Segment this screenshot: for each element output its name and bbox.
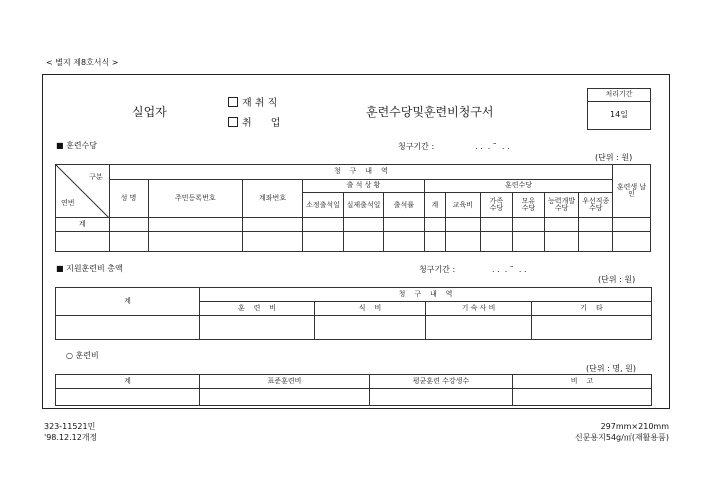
dorm-fee-header: 기 숙 사 비 (426, 302, 532, 316)
table-cell[interactable] (544, 232, 579, 252)
table-cell[interactable] (513, 389, 652, 406)
total-header: 계 (56, 288, 200, 316)
priority-allowance-header: 우선직종 수당 (579, 193, 613, 218)
section1-period-label: 청구기간 : (398, 142, 435, 151)
gubun-yeonbeon-cell (56, 165, 110, 218)
section1-heading: ■ 훈련수당 (56, 141, 98, 150)
table-cell[interactable] (445, 232, 480, 252)
table-cell[interactable] (370, 389, 513, 406)
meal-fee-header: 식 비 (315, 302, 426, 316)
standard-fee-header: 표준훈련비 (200, 375, 370, 389)
table-cell[interactable] (243, 232, 303, 252)
form-number: 323-11521민 (44, 422, 96, 431)
table-cell[interactable] (148, 232, 243, 252)
processing-period-box (587, 88, 651, 130)
table-cell[interactable] (56, 389, 200, 406)
table-cell[interactable] (480, 218, 513, 232)
family-allowance-header: 가족 수당 (480, 193, 513, 218)
table-cell[interactable] (56, 316, 200, 340)
table-cell[interactable] (344, 218, 384, 232)
table-cell[interactable] (243, 218, 303, 232)
form-title: 훈련수당및훈련비청구서 (366, 105, 494, 119)
table-cell[interactable] (200, 316, 315, 340)
table-cell[interactable] (303, 232, 344, 252)
table-cell[interactable] (200, 389, 370, 406)
table-cell[interactable] (480, 232, 513, 252)
table-cell[interactable] (544, 218, 579, 232)
allowance-table (55, 164, 651, 252)
training-fee-table (55, 374, 652, 406)
table-cell[interactable] (344, 232, 384, 252)
processing-label: 처리기간 (588, 89, 651, 102)
paper-size: 297mm×210mm (600, 422, 669, 431)
gubun-label: 구분 (89, 173, 103, 181)
table-cell[interactable] (109, 232, 148, 252)
section1-unit: (단위 : 원) (595, 153, 633, 162)
section2-heading: ■ 지원훈련비 총액 (56, 264, 123, 273)
table-cell[interactable] (613, 232, 651, 252)
option-reemployment (228, 94, 277, 109)
table-cell[interactable] (383, 232, 424, 252)
claim-detail-header: 청 구 내 역 (200, 288, 652, 302)
employment-checkbox[interactable] (228, 117, 238, 127)
revision-date: '98.12.12개정 (44, 433, 98, 442)
total-header: 계 (56, 375, 200, 389)
section2-period-label: 청구기간 : (419, 265, 456, 274)
option-reemployment-label: 재 취 직 (242, 98, 278, 109)
section3-unit: (단위 : 명, 원) (586, 364, 637, 373)
attendance-header: 출 석 상 황 (303, 179, 425, 193)
section3-heading: ○ 훈련비 (66, 351, 99, 360)
table-cell[interactable] (148, 218, 243, 232)
reemployment-checkbox[interactable] (228, 97, 238, 107)
tuition-header: 교육비 (445, 193, 480, 218)
table-cell[interactable] (303, 218, 344, 232)
skill-allowance-header: 능력개발 수당 (544, 193, 579, 218)
allowance-total-header: 계 (424, 193, 445, 218)
table-cell[interactable] (579, 232, 613, 252)
yeonbeon-label: 연번 (61, 199, 75, 208)
mother-allowance-header: 모유 수당 (513, 193, 545, 218)
table-cell[interactable] (383, 218, 424, 232)
title-unemployed: 실업자 (132, 105, 167, 119)
avg-trainees-header: 평균훈련 수강생수 (370, 375, 513, 389)
table-cell[interactable] (424, 232, 445, 252)
table-cell[interactable] (513, 232, 545, 252)
table-cell[interactable] (109, 218, 148, 232)
claim-detail-header: 청 구 내 역 (109, 165, 612, 180)
table-cell[interactable] (613, 218, 651, 232)
option-employment-label: 취 업 (242, 118, 281, 129)
section2-period-value[interactable]: . . . ˜ . . (492, 265, 527, 274)
att-scheduled-header: 소정출석일 (303, 193, 344, 218)
name-header: 성 명 (109, 179, 148, 218)
form-label: < 별지 제8호서식 > (46, 58, 119, 67)
allowance-header: 훈련수당 (424, 179, 612, 193)
account-no-header: 계좌번호 (243, 179, 303, 218)
training-fee-header: 훈 련 비 (200, 302, 315, 316)
table-cell[interactable] (426, 316, 532, 340)
table-cell[interactable] (424, 218, 445, 232)
section2-unit: (단위 : 원) (598, 275, 636, 284)
processing-value: 14일 (588, 102, 651, 130)
att-actual-header: 실제출석일 (344, 193, 384, 218)
table-cell[interactable] (532, 316, 652, 340)
table-cell[interactable] (579, 218, 613, 232)
paper-spec: 신문용지54g/㎡(재활용품) (574, 433, 669, 442)
trainee-seal-header: 훈련생 날 인 (613, 165, 651, 218)
table-cell[interactable] (513, 218, 545, 232)
row-total-label: 계 (56, 218, 110, 232)
section1-period-value[interactable]: . . . ˜ . . (475, 142, 510, 151)
table-cell[interactable] (56, 232, 110, 252)
table-cell[interactable] (315, 316, 426, 340)
att-rate-header: 출석률 (383, 193, 424, 218)
resident-no-header: 주민등록번호 (148, 179, 243, 218)
training-total-table (55, 287, 652, 340)
remarks-header: 비 고 (513, 375, 652, 389)
etc-header: 기 타 (532, 302, 652, 316)
table-cell[interactable] (445, 218, 480, 232)
option-employment (228, 114, 280, 129)
